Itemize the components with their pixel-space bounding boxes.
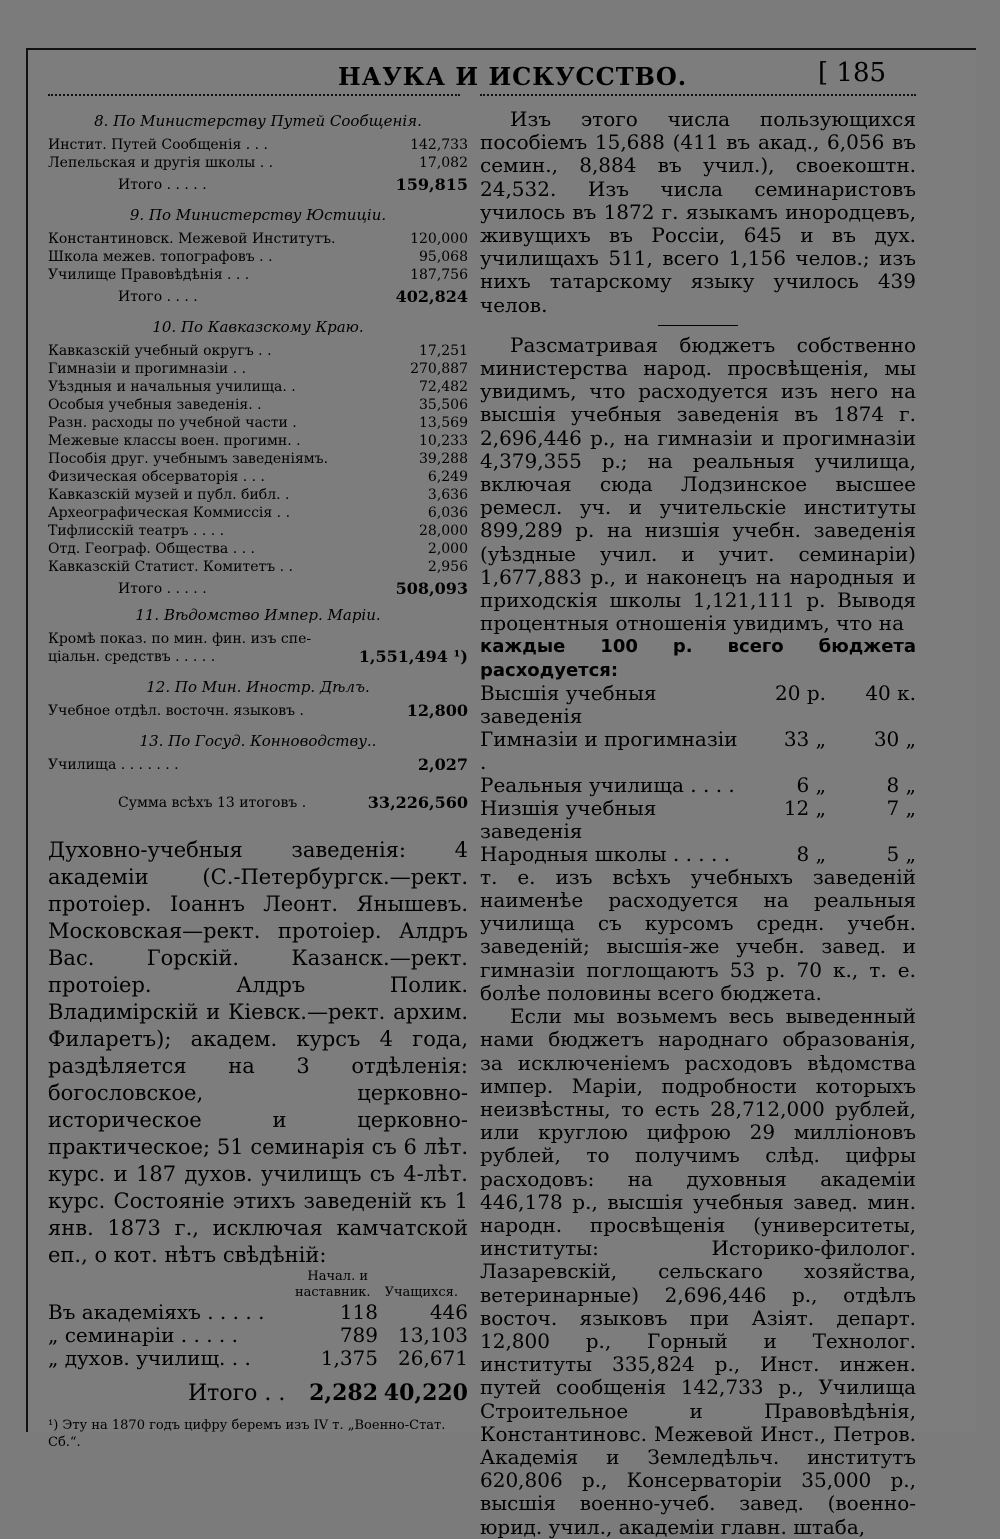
divider [658,325,738,326]
table-row: Кромѣ показ. по мин. фин. изъ спе- [48,631,312,647]
table-row: Межевые классы воен. прогимн. . 10,233 [48,433,468,449]
page [26,48,976,1539]
table-row: Тифлисскій театръ . . . . 28,000 [48,523,468,539]
page-header [28,60,976,96]
table-row: Низшія учебныя заведенія 12 „ 7 „ [480,795,916,843]
sum-row: Сумма всѣхъ 13 итоговъ . 33,226,560 [118,793,468,812]
table-row: Кавказскій музей и публ. библ. . 3,636 [48,487,468,503]
table-row: Физическая обсерваторія . . . 6,249 [48,469,468,485]
section-title: 11. Вѣдомство Импер. Маріи. [135,606,381,624]
table-row: Училище Правовѣдѣнія . . . 187,756 [48,267,468,283]
paragraph: каждые 100 р. всего бюджета расходуется: [480,636,916,681]
running-title: НАУКА И ИСКУССТВО. [338,62,688,91]
table-row: Въ академіяхъ . . . . . 118 446 [48,1300,468,1324]
paragraph: Изъ этого числа пользующихся пособіемъ 15,688 (411 въ акад., 6,056 въ семин., 8,884 въ учил.), своекоштн. 24,532. Изъ числа семинаристовъ училось въ 1872 г. языкамъ инородцевъ, живущихъ въ Россіи, 645 и въ дух. училищахъ 511, всего 1,156 челов.; изъ нихъ татарскому языку училось 439 челов. [480,107,916,317]
table-row: Школа межев. топографовъ . . 95,068 [48,249,468,265]
section-title: 9. По Министерству Юстиціи. [129,206,387,224]
paragraph: Духовно-учебныя заведенія: 4 академіи (С.-Петербургск.—рект. протоіер. Іоаннъ Леонт. Янышевъ. Московская—рект. протоіер. Алдръ Вас. Горскій. Казанск.—рект. протоіер. Алдръ Полик. Владимірскій и Кіевск.—рект. архим. Филаретъ); академ. курсъ 4 года, раздѣляется на 3 отдѣленія: богословское, церковно-историческое и церковно-практическое; 51 семинарія съ 6 лѣт. курс. и 187 духов. училищъ съ 4-лѣт. курс. Состояніе этихъ заведеній къ 1 янв. 1873 г., исключая камчатской еп., о кот. нѣтъ свѣдѣній: [48,838,468,1267]
section-title: 10. По Кавказскому Краю. [152,318,364,336]
paragraph: Если мы возьмемъ весь выведенный нами бюджетъ народнаго образованія, за исключеніемъ расходовъ вѣдомства импер. Маріи, подробности которыхъ неизвѣстны, то есть 28,712,000 рублей, или круглою цифрою 29 милліоновъ рублей, то получимъ слѣд. цифры расходовъ: на духовныя академіи 446,178 р., высшія учебныя завед. мин. народн. просвѣщенія (университеты, институты: Историко-филолог. Лазаревскій, сельскаго хозяйства, ветеринарные) 2,696,446 р., отдѣлъ восточ. языковъ при Азіят. департ. 12,800 р., Горный и Технолог. институты 335,824 р., Инст. инжен. путей сообщенія 142,733 р., Училища Строительное и Правовѣдѣнія, Константиновс. Межевой Инст., Петров. Академія и Земледѣльч. институтъ 620,806 р., Консерваторіи 35,000 р., высшія военно-учеб. завед. (военно-юрид. учил., академіи главн. штаба, [480,1004,916,1539]
right-column [480,108,916,1539]
table-row: Пособія друг. учебнымъ заведеніямъ. 39,288 [48,451,468,467]
table-row: Уѣздныя и начальныя училища. . 72,482 [48,379,468,395]
table-row: Кавказскій Статист. Комитетъ . . 2,956 [48,559,468,575]
section-title: 13. По Госуд. Конноводству.. [139,732,377,750]
table-row: „ семинаріи . . . . . 789 13,103 [48,1323,468,1347]
table-row: Гимназіи и прогимназіи . . 270,887 [48,361,468,377]
paragraph: Разсматривая бюджетъ собственно министерства народ. просвѣщенія, мы увидимъ, что расходуется изъ него на высшія учебныя заведенія въ 1874 г. 2,696,446 р., на гимназіи и прогимназіи 4,379,355 р.; на реальныя училища, включая сюда Лодзинское высшее ремесл. уч. и учительскіе институты 899,289 р. на низшія учебн. заведенія (уѣздные учил. и учит. семинаріи) 1,677,883 р., и наконецъ на народныя и приходскія школы 1,121,111 р. Выводя процентныя отношенія увидимъ, что на [480,332,916,636]
table-row: Реальныя училища . . . . 6 „ 8 „ [480,772,916,797]
table-row: Лепельская и другія школы . . 17,082 [48,155,468,171]
table-row: Высшія учебныя заведенія 20 р. 40 к. [480,680,916,728]
table-row: Константиновск. Межевой Институтъ. 120,000 [48,231,468,247]
paragraph: т. е. изъ всѣхъ учебныхъ заведеній наименѣе расходуется на реальныя училища съ курсомъ средн. учебн. заведеній; высшія-же учебн. завед. и гимназіи поглощаютъ 53 р. 70 к., т. е. болѣе половины всего бюджета. [480,864,916,1005]
left-divider [48,94,460,106]
total-row: Итого . . . . . 159,815 [118,175,468,194]
total-row: Итого . . . . 402,824 [118,287,468,306]
right-divider [480,94,916,106]
table-row: Училища . . . . . . . 2,027 [48,755,468,774]
table-row: Инстит. Путей Сообщенія . . . 142,733 [48,137,468,153]
table-row: Разн. расходы по учебной части . 13,569 [48,415,468,431]
table-row: Археографическая Коммиссія . . 6,036 [48,505,468,521]
total-row: Итого . . 2,282 40,220 [188,1380,468,1406]
table-header: Начал. и наставник. Учащихся. [295,1269,458,1300]
table-row: Особыя учебныя заведенія. . 35,506 [48,397,468,413]
table-row: Гимназіи и прогимназіи . 33 „ 30 „ [480,726,916,774]
total-row: Итого . . . . . 508,093 [118,579,468,598]
section-title: 8. По Министерству Путей Сообщенія. [94,112,422,130]
left-column [48,108,468,1451]
table-row: Учебное отдѣл. восточн. языковъ . 12,800 [48,701,468,720]
table-row: Кавказскій учебный округъ . . 17,251 [48,343,468,359]
table-row: „ духов. училищ. . . 1,375 26,671 [48,1346,468,1370]
footnote: ¹) Эту на 1870 годъ цифру беремъ изъ IV т. „Военно-Стат. Сб.“. [48,1418,446,1450]
section-title: 12. По Мин. Иностр. Дѣлъ. [146,678,370,696]
table-row: ціальн. средствъ . . . . . 1,551,494 ¹) [48,647,468,666]
table-row: Отд. Географ. Общества . . . 2,000 [48,541,468,557]
page-number: [ 185 [818,58,887,88]
table-row: Народныя школы . . . . . 8 „ 5 „ [480,841,916,866]
